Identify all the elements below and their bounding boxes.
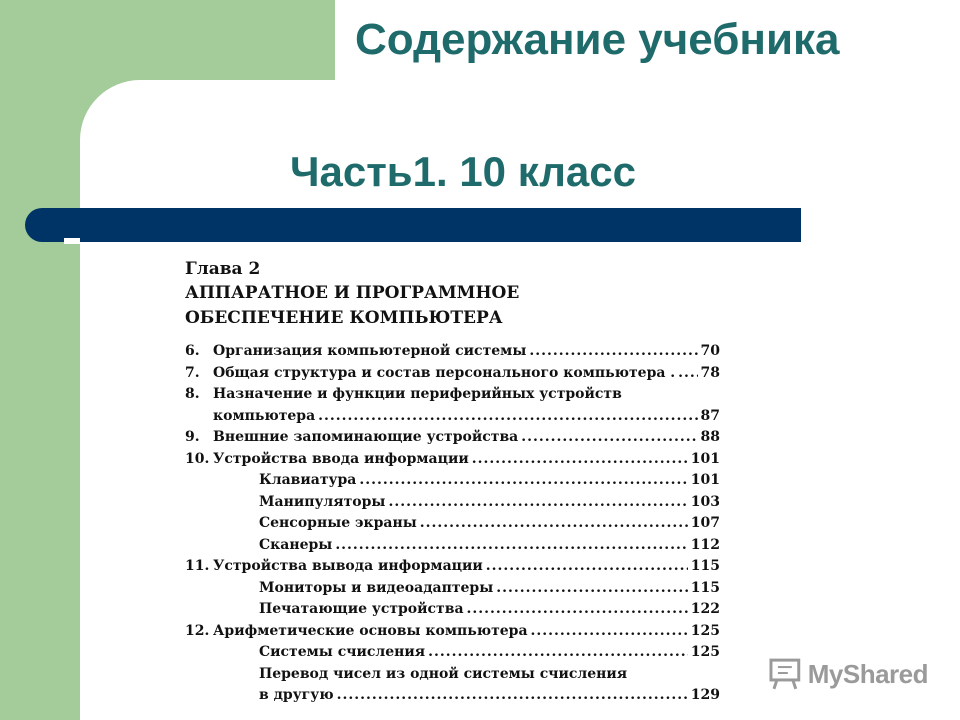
toc-entry-page: 112 [690, 536, 720, 553]
toc-leader-dots [359, 470, 687, 492]
toc-entry-label: Манипуляторы [259, 493, 386, 510]
toc-leader-dots [472, 449, 688, 471]
toc-leader-dots [531, 621, 688, 643]
toc-entry-label: Мониторы и видеоадаптеры [259, 579, 494, 596]
toc-entry-number: 7. [185, 364, 200, 381]
toc-entry [185, 492, 720, 514]
toc-leader-dots [428, 642, 688, 664]
toc-entry-label: в другую [259, 687, 334, 703]
toc-entry-number: 9. [185, 429, 200, 445]
toc-entry-label: Перевод чисел из одной системы счисления [259, 665, 628, 682]
chapter-title [185, 281, 720, 331]
toc-entry-page: 87 [700, 407, 720, 424]
toc-entry-number: 6. [185, 343, 200, 359]
toc-entry-page: 107 [690, 515, 720, 531]
toc-leader-dots [335, 535, 687, 557]
toc-entry-label: Арифметические основы компьютера [213, 622, 528, 639]
toc-leader-dots [420, 513, 688, 535]
toc-leader-dots [388, 492, 687, 514]
toc-entry [185, 621, 720, 643]
toc-leader-dots [529, 341, 697, 363]
logo-text: MyShared [807, 658, 928, 689]
toc-entry-number: 12. [185, 622, 210, 639]
toc-entry-label: Внешние запоминающие устройства [213, 429, 519, 445]
toc-entry [185, 664, 720, 686]
toc-entry-page: 70 [700, 343, 720, 359]
toc-entry-page: 78 [700, 364, 720, 381]
chapter-title-line-1: АППАРАТНОЕ И ПРОГРАММНОЕ [185, 283, 520, 303]
toc-entry-label: Сенсорные экраны [259, 515, 417, 531]
toc-entry-page: 115 [690, 579, 720, 596]
toc-entry-number: 8. [185, 386, 200, 402]
toc-entry [185, 341, 720, 363]
toc-entry-page: 101 [690, 472, 720, 488]
toc-entry [185, 578, 720, 600]
toc-entry [185, 685, 720, 707]
presentation-board-icon [768, 657, 802, 691]
toc-entry-label: Организация компьютерной системы [213, 343, 527, 359]
toc-entry-page: 129 [690, 687, 720, 703]
slide-title: Содержание учебника [355, 15, 840, 64]
toc-leader-dots [318, 406, 697, 428]
background-green-side [0, 0, 80, 720]
toc-leader-dots [496, 578, 688, 600]
toc-leader-dots [678, 363, 697, 385]
toc-leader-dots [521, 427, 697, 449]
toc-entry-page: 125 [690, 644, 720, 660]
toc-entry-page: 101 [690, 450, 720, 467]
toc-entry-label: Клавиатура [259, 472, 357, 488]
toc-leader-dots [337, 685, 688, 707]
chapter-label: Глава 2 [185, 259, 261, 279]
toc-entry [185, 556, 720, 578]
toc-entry [185, 406, 720, 428]
toc-leader-dots [486, 556, 688, 578]
toc-entry-label: Сканеры [259, 536, 333, 553]
myshared-logo [768, 656, 928, 692]
toc-entry-label: Назначение и функции периферийных устройств [213, 386, 622, 402]
table-of-contents [185, 257, 720, 707]
toc-entry [185, 599, 720, 621]
toc-entry-label: Печатающие устройства [259, 601, 464, 617]
divider-bar-notch [64, 238, 80, 244]
toc-entry [185, 513, 720, 535]
toc-entries [185, 341, 720, 707]
toc-entry-page: 122 [690, 601, 720, 617]
chapter-title-line-2: ОБЕСПЕЧЕНИЕ КОМПЬЮТЕРА [185, 308, 503, 328]
toc-entry-number: 10. [185, 450, 210, 467]
toc-entry-label: компьютера [213, 407, 316, 424]
toc-entry-label: Устройства вывода информации [213, 558, 483, 574]
toc-entry-number: 11. [185, 558, 210, 574]
toc-entry-label: Устройства ввода информации [213, 450, 469, 467]
toc-entry-label: Системы счисления [259, 644, 426, 660]
toc-entry [185, 384, 720, 406]
toc-entry-page: 103 [690, 493, 720, 510]
toc-entry [185, 449, 720, 471]
toc-entry-label: Общая структура и состав персонального компьютера . [213, 364, 676, 381]
toc-entry [185, 470, 720, 492]
slide-subtitle: Часть1. 10 класс [290, 148, 636, 195]
toc-entry [185, 363, 720, 385]
toc-entry [185, 535, 720, 557]
toc-entry [185, 427, 720, 449]
toc-entry-page: 88 [700, 429, 720, 445]
toc-entry-page: 115 [690, 558, 720, 574]
toc-entry [185, 642, 720, 664]
toc-entry-page: 125 [690, 622, 720, 639]
divider-bar [25, 208, 801, 242]
toc-leader-dots [467, 599, 688, 621]
